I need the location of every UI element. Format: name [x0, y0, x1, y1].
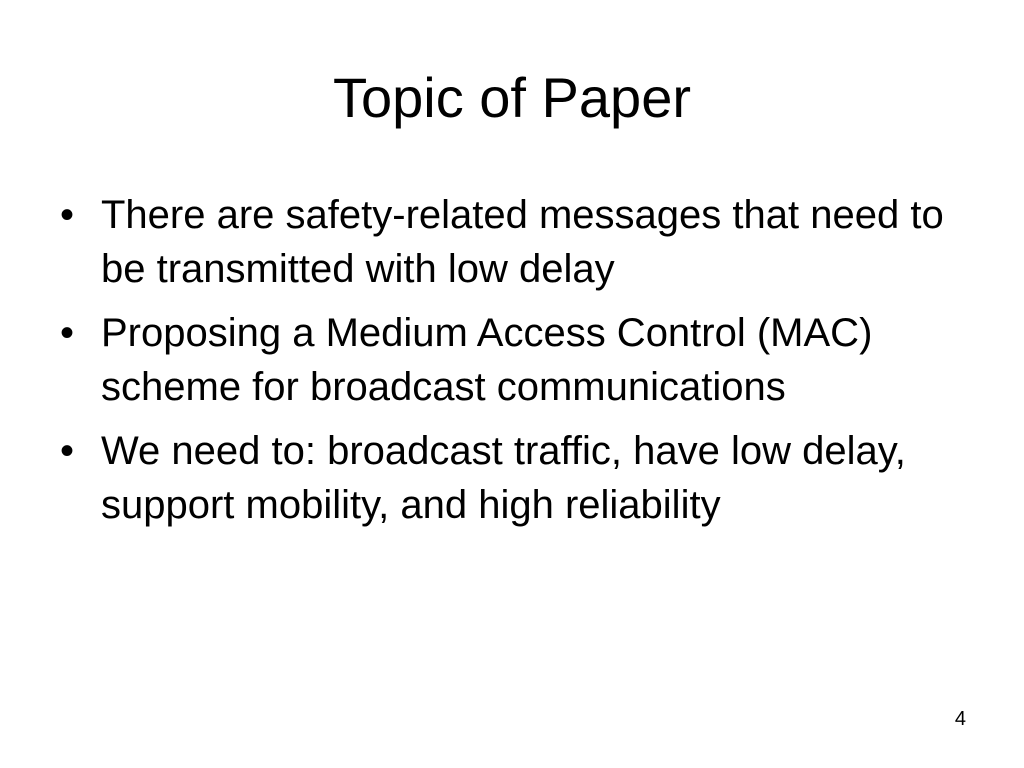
bullet-item	[56, 306, 956, 414]
bullet-icon: •	[60, 429, 75, 473]
bullet-icon: •	[60, 193, 75, 237]
bullet-item	[56, 424, 956, 532]
bullet-text: Proposing a Medium Access Control (MAC) scheme for broadcast communications	[101, 311, 873, 409]
page-number: 4	[954, 708, 966, 730]
bullet-item	[56, 188, 956, 296]
bullet-text: We need to: broadcast traffic, have low delay, support mobility, and high reliability	[101, 429, 906, 527]
slide-title: Topic of Paper	[333, 66, 691, 129]
bullet-icon: •	[60, 311, 75, 355]
bullet-text: There are safety-related messages that need to be transmitted with low delay	[101, 193, 944, 291]
bullet-list	[56, 188, 956, 542]
